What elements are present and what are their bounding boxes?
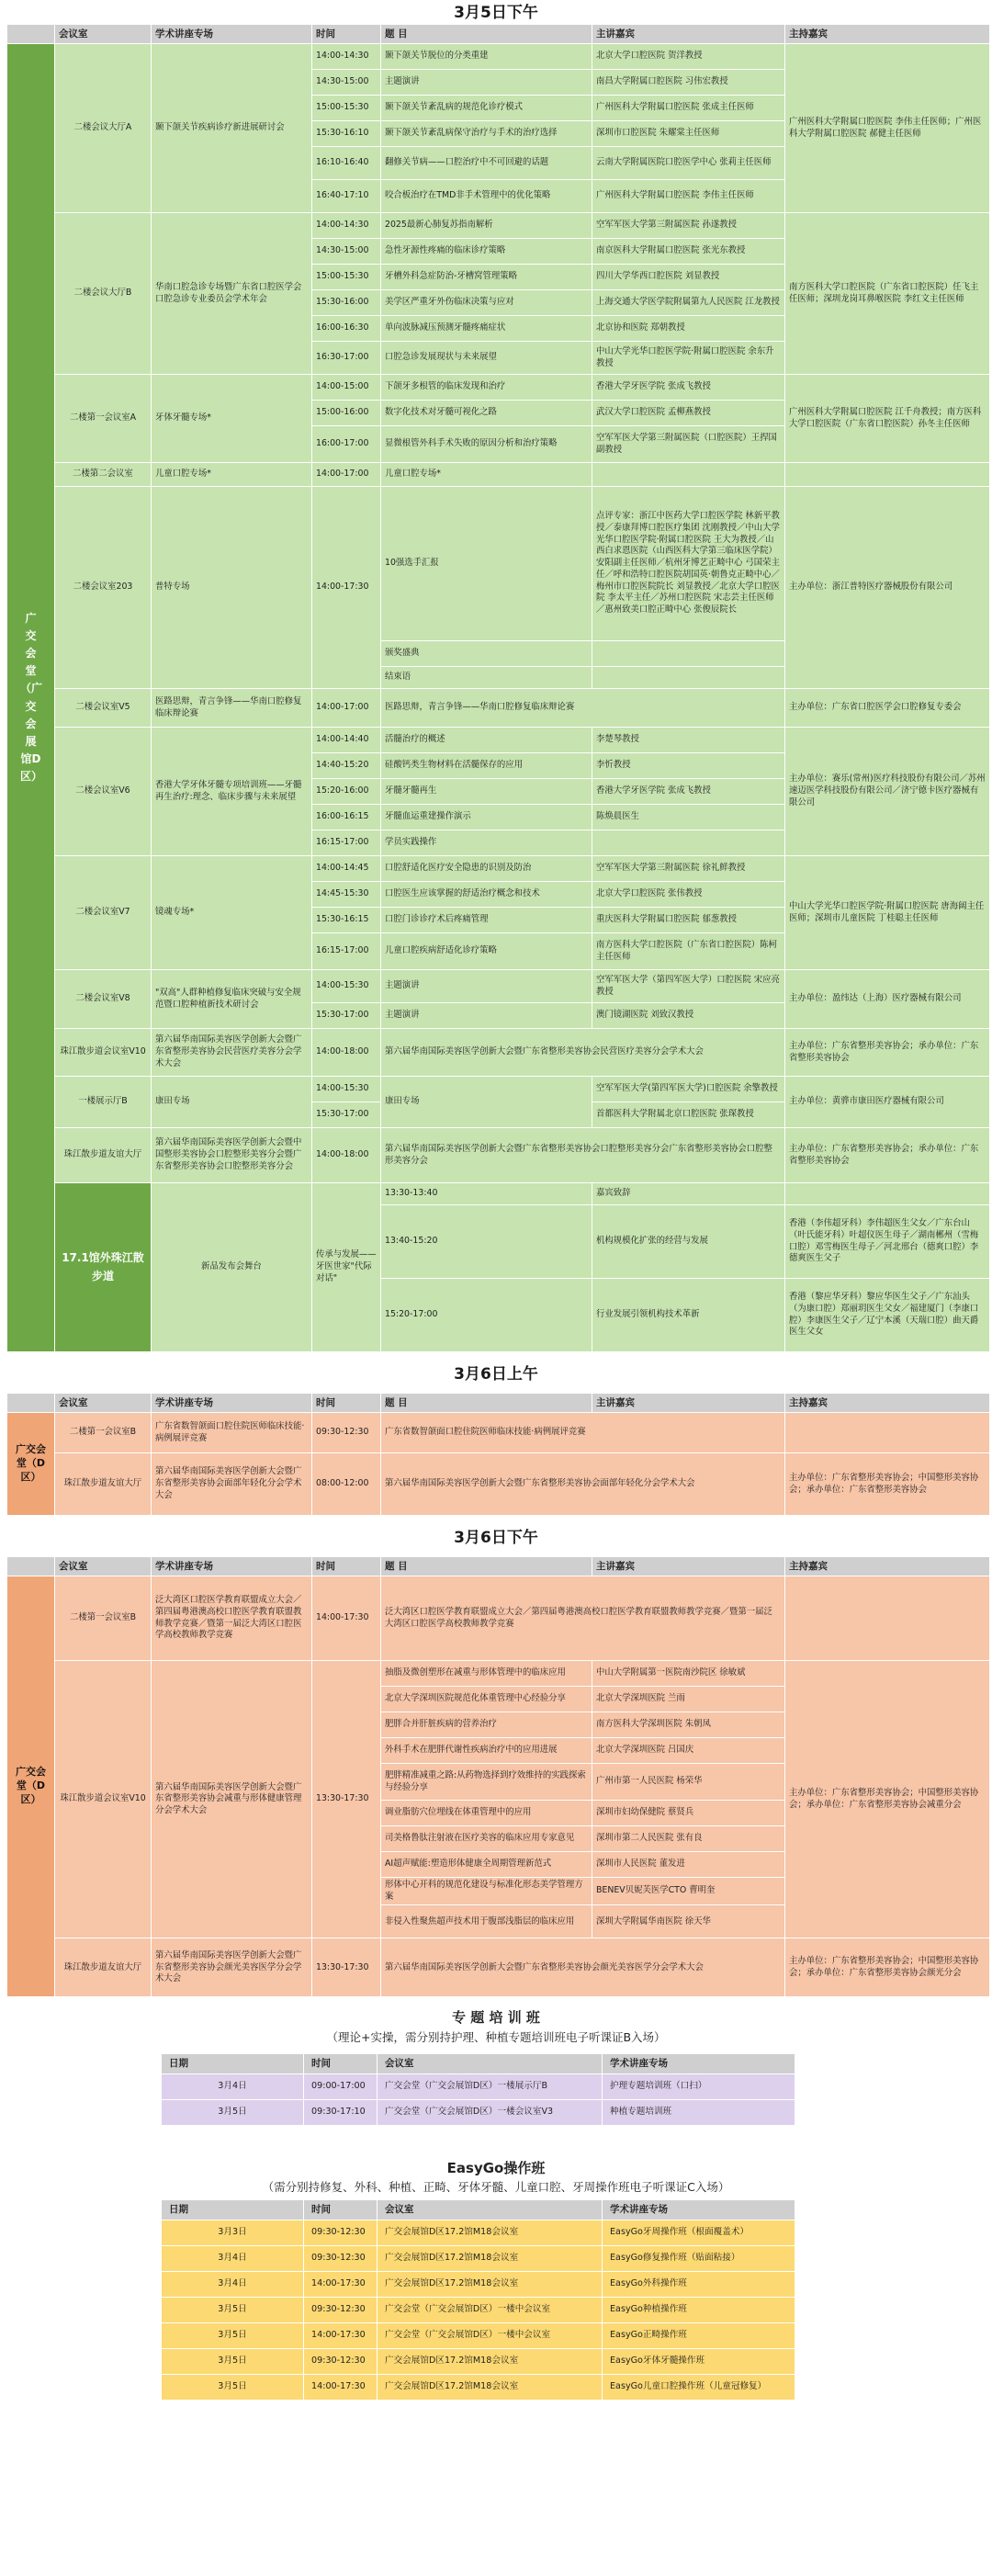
- lecture-title: 牙槽外科急症防治-牙槽窝管理策略: [381, 265, 592, 290]
- easygo-title: EasyGo操作班: [446, 2159, 546, 2176]
- session-time: 15:30-16:15: [312, 908, 381, 933]
- speaker: 武汉大学口腔医院 孟柳燕教授: [592, 401, 785, 426]
- host: 主办单位：浙江普特医疗器械股份有限公司: [785, 487, 990, 689]
- date: 3月5日: [162, 2297, 304, 2322]
- speaker: 重庆医科大学附属口腔医院 郁葱教授: [592, 908, 785, 933]
- header-topic: 学术讲座专场: [152, 1557, 312, 1576]
- header-room: 会议室: [378, 2053, 603, 2073]
- header-title: 题 目: [381, 25, 592, 44]
- session-topic: 广东省数智颌面口腔住院医师临床技能·病例展评竞赛: [152, 1413, 312, 1453]
- lecture-title: 2025最新心肺复苏指南解析: [381, 213, 592, 239]
- speaker: 南昌大学附属口腔医院 习伟宏教授: [592, 70, 785, 96]
- date: 3月5日: [162, 2348, 304, 2374]
- speaker: 空军军医大学(第四军医大学)口腔医院 余擎教授: [592, 1077, 785, 1102]
- session-topic: 第六届华南国际美容医学创新大会暨广东省整形美容协会民营医疗美容分会学术大会: [152, 1029, 312, 1077]
- speaker: 点评专家：浙江中医药大学口腔医学院 林新平教授／泰康拜博口腔医疗集团 沈刚教授／中山大学光华口腔医学院·附属口腔医院 王大为教授／山西白求恩医院（山西医科大学第三临床医学院）安阳副主任医师／杭州牙博艺正畸中心 弓国荣主任／呼和浩特口腔医院胡国英·朝鲁克正畸中心／梅州市口腔医院院长 刘显教授／北京大学口腔医院 李太平主任／苏州口腔医院 宋志芸主任医师／惠州致美口腔正畸中心 张俊辰院长: [592, 487, 785, 641]
- room-name: 珠江散步道友谊大厅: [55, 1938, 152, 1997]
- lecture-title: 口腔医生应该掌握的舒适治疗概念和技术: [381, 882, 592, 908]
- room: 广交会展馆D区17.2馆M18会议室: [378, 2220, 603, 2245]
- lecture-title: 数字化技术对牙髓可视化之路: [381, 401, 592, 426]
- lecture-title: 硅酸钙类生物材料在活髓保存的应用: [381, 753, 592, 779]
- speaker: 香港大学牙医学院 张成飞教授: [592, 375, 785, 401]
- session-topic: 康田专场: [152, 1077, 312, 1128]
- lecture-title: 结束语: [381, 667, 592, 689]
- host: 广州医科大学附属口腔医院 李伟主任医师；广州医科大学附属口腔医院 郝健主任医师: [785, 44, 990, 213]
- time: 09:30-12:30: [304, 2220, 378, 2245]
- session-time: 15:30-17:00: [312, 1102, 381, 1128]
- lecture-title: 外科手术在肥胖代谢性疾病治疗中的应用进展: [381, 1738, 592, 1764]
- time: 09:30-12:30: [304, 2297, 378, 2322]
- session-time: 14:40-15:20: [312, 753, 381, 779]
- session-topic: 儿童口腔专场*: [152, 463, 312, 487]
- host: 主办单位：广东省整形美容协会；中国整形美容协会；承办单位：广东省整形美容协会: [785, 1453, 990, 1516]
- host: 南方医科大学口腔医院（广东省口腔医院）任飞主任医师；深圳龙岗耳鼻喉医院 李红文主任医师: [785, 213, 990, 375]
- speaker: 香港大学牙医学院 张成飞教授: [592, 779, 785, 805]
- host: [785, 463, 990, 487]
- schedule-page: [0, 2, 992, 2401]
- room: 广交会展馆D区17.2馆M18会议室: [378, 2348, 603, 2374]
- speaker: 北京大学深圳医院 兰雨: [592, 1687, 785, 1712]
- header-time: 时间: [304, 2199, 378, 2220]
- room-name: 二楼第一会议室B: [55, 1576, 152, 1661]
- session-time: 15:20-17:00: [381, 1279, 592, 1352]
- lecture-title: 翻修关节病——口腔治疗中不可回避的话题: [381, 147, 592, 180]
- session-topic: 医路思辩，青言争锋——华南口腔修复临床辩论赛: [152, 689, 312, 728]
- topic: EasyGo正畸操作班: [603, 2322, 795, 2348]
- lecture-title: AI超声赋能:塑造形体健康全周期管理新范式: [381, 1852, 592, 1878]
- speaker: [785, 1183, 990, 1205]
- table-row: [162, 2374, 795, 2400]
- session-time: 14:00-14:30: [312, 44, 381, 70]
- header-time: 时间: [312, 1394, 381, 1413]
- session-time: 14:45-15:30: [312, 882, 381, 908]
- room: 广交会堂（广交会展馆D区）一楼中会议室: [378, 2322, 603, 2348]
- session-time: 16:15-17:00: [312, 933, 381, 970]
- topic: EasyGo儿童口腔操作班（儿童冠修复）: [603, 2374, 795, 2400]
- session-time: 15:00-15:30: [312, 265, 381, 290]
- room-name: 新品发布会舞台: [152, 1183, 312, 1352]
- host: 主办单位：盈纬达（上海）医疗器械有限公司: [785, 970, 990, 1029]
- speaker: [592, 830, 785, 856]
- session-time: 14:00-15:30: [312, 970, 381, 1003]
- session-time: 13:30-13:40: [381, 1183, 592, 1205]
- lecture-title: 第六届华南国际美容医学创新大会暨广东省整形美容协会口腔整形美容分会广东省整形美容协会口腔整形美容分会: [381, 1128, 785, 1183]
- lecture-title: 学员实践操作: [381, 830, 592, 856]
- room-name: 二楼第二会议室: [55, 463, 152, 487]
- time: 09:30-17:10: [304, 2099, 378, 2125]
- header-topic: 学术讲座专场: [603, 2199, 795, 2220]
- date: 3月4日: [162, 2271, 304, 2297]
- speaker: 陈焕晨医生: [592, 805, 785, 830]
- topic: EasyGo外科操作班: [603, 2271, 795, 2297]
- date: 3月4日: [162, 2245, 304, 2271]
- speaker: 云南大学附属医院口腔医学中心 张莉主任医师: [592, 147, 785, 180]
- speaker: 空军军医大学第三附属医院 徐礼鲜教授: [592, 856, 785, 882]
- speaker: 北京大学深圳医院 吕国庆: [592, 1738, 785, 1764]
- header-topic: 学术讲座专场: [152, 25, 312, 44]
- topic: 护理专题培训班（口扫）: [603, 2073, 795, 2099]
- topic: EasyGo牙体牙髓操作班: [603, 2348, 795, 2374]
- speaker: 深圳市第二人民医院 张有良: [592, 1826, 785, 1852]
- session-topic: 颞下颌关节疾病诊疗新进展研讨会: [152, 44, 312, 213]
- speaker: 深圳市妇幼保健院 蔡贤兵: [592, 1801, 785, 1826]
- session-topic: "双高"人群种植修复临床突破与安全规范暨口腔种植新技术研讨会: [152, 970, 312, 1029]
- time: 09:30-12:30: [304, 2245, 378, 2271]
- session-topic: 传承与发展——牙医世家"代际对话": [312, 1183, 381, 1352]
- room-name: 二楼会议大厅A: [55, 44, 152, 213]
- room: 广交会展馆D区17.2馆M18会议室: [378, 2374, 603, 2400]
- host: 广州医科大学附属口腔医院 江千舟教授；南方医科大学口腔医院（广东省口腔医院）孙冬主任医师: [785, 375, 990, 463]
- session-time: 13:40-15:20: [381, 1205, 592, 1279]
- speaker: 北京协和医院 郑朝教授: [592, 316, 785, 342]
- room-name: 珠江散步道会议室V10: [55, 1661, 152, 1938]
- session-topic: 镜魂专场*: [152, 856, 312, 970]
- section-title-mar6-am: 3月6日上午: [454, 1365, 538, 1384]
- session-time: 09:30-12:30: [312, 1413, 381, 1453]
- speaker: BENEV贝妮芙医学CTO 曹明奎: [592, 1878, 785, 1905]
- header-room: 会议室: [55, 25, 152, 44]
- header-host: 主持嘉宾: [785, 1557, 990, 1576]
- session-topic: 第六届华南国际美容医学创新大会暨广东省整形美容协会颜光美容医学分会学术大会: [152, 1938, 312, 1997]
- room-name: 二楼会议室203: [55, 487, 152, 689]
- session-time: 13:30-17:30: [312, 1938, 381, 1997]
- speaker: 广州市第一人民医院 杨荣华: [592, 1764, 785, 1801]
- lecture-title: 司美格鲁肽注射液在医疗美容的临床应用专家意见: [381, 1826, 592, 1852]
- time: 14:00-17:30: [304, 2374, 378, 2400]
- speaker: 李楚琴教授: [592, 728, 785, 753]
- section-title-mar5-pm: 3月5日下午: [454, 4, 538, 22]
- schedule-table-mar6-pm: [6, 1556, 990, 1997]
- room-name: 珠江散步道友谊大厅: [55, 1453, 152, 1516]
- room: 广交会展馆D区17.2馆M18会议室: [378, 2245, 603, 2271]
- speaker: 南方医科大学深圳医院 朱朝凤: [592, 1712, 785, 1738]
- session-time: 15:00-16:00: [312, 401, 381, 426]
- lecture-title: 颞下颌关节紊乱病的规范化诊疗模式: [381, 96, 592, 121]
- room-name: 二楼会议大厅B: [55, 213, 152, 375]
- table-row: [162, 2220, 795, 2245]
- lecture-title: 单向波脉减压预测牙髓疼痛症状: [381, 316, 592, 342]
- session-time: 14:00-17:00: [312, 689, 381, 728]
- session-time: 15:30-16:10: [312, 121, 381, 147]
- lecture-title: 颁奖盛典: [381, 641, 592, 667]
- header-topic: 学术讲座专场: [603, 2053, 795, 2073]
- session-time: 13:30-17:30: [312, 1661, 381, 1938]
- header-date: 日期: [162, 2199, 304, 2220]
- room-name: 二楼会议室V5: [55, 689, 152, 728]
- easygo-table: [161, 2199, 795, 2401]
- host: 主办单位：赛乐(常州)医疗科技股份有限公司／苏州速迈医学科技股份有限公司／济宁德卡医疗器械有限公司: [785, 728, 990, 856]
- speaker: 深圳大学附属华南医院 徐天华: [592, 1905, 785, 1938]
- session-time: 16:00-16:30: [312, 316, 381, 342]
- host: [785, 1576, 990, 1661]
- session-topic: 香港大学牙体牙髓专项培训班——牙髓再生治疗:理念、临床步骤与未来展望: [152, 728, 312, 856]
- lecture-title: 嘉宾致辞: [592, 1183, 785, 1205]
- speaker: 北京大学口腔医院 贺洋教授: [592, 44, 785, 70]
- speaker: 四川大学华西口腔医院 刘显教授: [592, 265, 785, 290]
- lecture-title: 北京大学深圳医院规范化体重管理中心经验分享: [381, 1687, 592, 1712]
- session-time: 15:20-16:00: [312, 779, 381, 805]
- lecture-title: 美学区严重牙外伤临床决策与应对: [381, 290, 592, 316]
- date: 3月4日: [162, 2073, 304, 2099]
- lecture-title: 活髓治疗的概述: [381, 728, 592, 753]
- session-time: 14:30-15:00: [312, 70, 381, 96]
- lecture-title: 形体中心开科的规范化建设与标准化形态美学管理方案: [381, 1878, 592, 1905]
- session-topic: 第六届华南国际美容医学创新大会暨广东省整形美容协会面部年轻化分会学术大会: [152, 1453, 312, 1516]
- room-name: 珠江散步道会议室V10: [55, 1029, 152, 1077]
- table-row: [162, 2271, 795, 2297]
- speaker: 上海交通大学医学院附属第九人民医院 江龙教授: [592, 290, 785, 316]
- session-topic: 泛大湾区口腔医学教育联盟成立大会／第四届粤港澳高校口腔医学教育联盟教师教学竞赛／暨第一届泛大湾区口腔医学高校教师教学竞赛: [152, 1576, 312, 1661]
- lecture-title: 医路思辩，青言争锋——华南口腔修复临床辩论赛: [381, 689, 785, 728]
- special-training-title: 专 题 培 训 班: [452, 2009, 540, 2027]
- special-training-table: [161, 2053, 795, 2126]
- speaker: [592, 667, 785, 689]
- lecture-title: 机构规模化扩张的经营与发展: [592, 1205, 785, 1279]
- table-row: [162, 2297, 795, 2322]
- schedule-table-mar6-am: [6, 1393, 990, 1516]
- room-name: 一楼展示厅B: [55, 1077, 152, 1128]
- session-time: 14:00-17:00: [312, 463, 381, 487]
- session-time: 14:00-17:30: [312, 1576, 381, 1661]
- header-time: 时间: [312, 1557, 381, 1576]
- lecture-title: 下颌牙多根管的临床发现和治疗: [381, 375, 592, 401]
- room-name: 二楼第一会议室A: [55, 375, 152, 463]
- lecture-title: 主题演讲: [381, 970, 592, 1003]
- host: 主办单位：广东省整形美容协会；承办单位：广东省整形美容协会: [785, 1029, 990, 1077]
- speaker: 北京大学口腔医院 张伟教授: [592, 882, 785, 908]
- session-topic: 普特专场: [152, 487, 312, 689]
- venue-label: 广交会堂（D区）: [7, 1413, 55, 1516]
- speaker: 广州医科大学附属口腔医院 张成主任医师: [592, 96, 785, 121]
- lecture-title: 泛大湾区口腔医学教育联盟成立大会／第四届粤港澳高校口腔医学教育联盟教师教学竞赛／暨第一届泛大湾区口腔医学高校教师教学竞赛: [381, 1576, 785, 1661]
- lecture-title: 牙髓牙髓再生: [381, 779, 592, 805]
- lecture-title: 儿童口腔疾病舒适化诊疗策略: [381, 933, 592, 970]
- room: 广交会堂（广交会展馆D区）一楼会议室V3: [378, 2099, 603, 2125]
- header-speaker: 主讲嘉宾: [592, 1557, 785, 1576]
- lecture-title: 口腔急诊发展现状与未来展望: [381, 342, 592, 375]
- host: 主办单位：广东省整形美容协会；中国整形美容协会；承办单位：广东省整形美容协会颜光分会: [785, 1938, 990, 1997]
- venue-label: 广交会堂（D区）: [7, 1576, 55, 1997]
- session-topic: 华南口腔急诊专场暨广东省口腔医学会口腔急诊专业委员会学术年会: [152, 213, 312, 375]
- speaker: 广州医科大学附属口腔医院 李伟主任医师: [592, 180, 785, 213]
- room-name: 二楼会议室V6: [55, 728, 152, 856]
- host: 中山大学光华口腔医学院·附属口腔医院 唐海阔主任医师；深圳市儿童医院 丁桂聪主任医师: [785, 856, 990, 970]
- header-venue: [7, 25, 55, 44]
- section-title-mar6-pm: 3月6日下午: [454, 1529, 538, 1547]
- table-row: [162, 2322, 795, 2348]
- session-time: 14:00-15:00: [312, 375, 381, 401]
- lecture-title: 颞下颌关节脱位的分类重建: [381, 44, 592, 70]
- speaker: 空军军医大学（第四军医大学）口腔医院 宋应亮教授: [592, 970, 785, 1003]
- host: 主办单位：黄骅市康田医疗器械有限公司: [785, 1077, 990, 1128]
- header-speaker: 主讲嘉宾: [592, 1394, 785, 1413]
- host: 主办单位：广东省整形美容协会；中国整形美容协会；承办单位：广东省整形美容协会减重分会: [785, 1661, 990, 1938]
- session-time: 15:30-16:00: [312, 290, 381, 316]
- lecture-title: 肥胖精准减重之路:从药物选择到疗效维持的实践探索与经验分享: [381, 1764, 592, 1801]
- speaker: 香港（黎应华牙科）黎应华医生父子／广东汕头（为康口腔）郑丽玥医生父女／福建厦门（李康口腔）李康医生父子／辽宁本溪（天瑞口腔）曲天爵医生父女: [785, 1279, 990, 1352]
- session-time: 16:10-16:40: [312, 147, 381, 180]
- header-host: 主持嘉宾: [785, 25, 990, 44]
- speaker: [592, 641, 785, 667]
- speaker: 李忻教授: [592, 753, 785, 779]
- speaker: 深圳市人民医院 董发进: [592, 1852, 785, 1878]
- header-room: 会议室: [378, 2199, 603, 2220]
- lecture-title: 康田专场: [381, 1077, 592, 1128]
- lecture-title: 咬合板治疗在TMD非手术管理中的优化策略: [381, 180, 592, 213]
- header-room: 会议室: [55, 1557, 152, 1576]
- speaker: 澳门镜湖医院 刘致汉教授: [592, 1003, 785, 1029]
- session-time: 15:30-17:00: [312, 1003, 381, 1029]
- session-time: 15:00-15:30: [312, 96, 381, 121]
- lecture-title: 第六届华南国际美容医学创新大会暨广东省整形美容协会颜光美容医学分会学术大会: [381, 1938, 785, 1997]
- session-time: 14:00-14:30: [312, 213, 381, 239]
- header-room: 会议室: [55, 1394, 152, 1413]
- speaker: 南方医科大学口腔医院（广东省口腔医院）陈柯主任医师: [592, 933, 785, 970]
- lecture-title: 显微根管外科手术失败的原因分析和治疗策略: [381, 426, 592, 463]
- session-topic: 第六届华南国际美容医学创新大会暨中国整形美容协会口腔整形美容分会暨广东省整形美容协会口腔整形美容分会: [152, 1128, 312, 1183]
- time: 09:30-12:30: [304, 2348, 378, 2374]
- speaker: 中山大学光华口腔医学院·附属口腔医院 余东升教授: [592, 342, 785, 375]
- header-topic: 学术讲座专场: [152, 1394, 312, 1413]
- time: 14:00-17:30: [304, 2322, 378, 2348]
- lecture-title: 口腔门诊诊疗术后疼痛管理: [381, 908, 592, 933]
- session-time: 14:30-15:00: [312, 239, 381, 265]
- room-name: 珠江散步道友谊大厅: [55, 1128, 152, 1183]
- header-time: 时间: [304, 2053, 378, 2073]
- host: 主办单位：广东省整形美容协会；承办单位：广东省整形美容协会: [785, 1128, 990, 1183]
- host: 主办单位：广东省口腔医学会口腔修复专委会: [785, 689, 990, 728]
- speaker: 中山大学附属第一医院南沙院区 徐敏斌: [592, 1661, 785, 1687]
- special-training-note: （理论+实操，需分别持护理、种植专题培训班电子听课证B入场）: [326, 2029, 666, 2044]
- lecture-title: 主题演讲: [381, 1003, 592, 1029]
- table-row: [162, 2073, 795, 2099]
- schedule-table-mar5-pm: [6, 24, 990, 1352]
- topic: EasyGo牙周操作班（根面覆盖术）: [603, 2220, 795, 2245]
- session-time: 08:00-12:00: [312, 1453, 381, 1516]
- session-time: 14:00-15:30: [312, 1077, 381, 1102]
- session-time: 16:15-17:00: [312, 830, 381, 856]
- easygo-note: （需分别持修复、外科、种植、正畸、牙体牙髓、儿童口腔、牙周操作班电子听课证C入场）: [262, 2179, 730, 2194]
- topic: EasyGo修复操作班（贴面粘接）: [603, 2245, 795, 2271]
- session-topic: 第六届华南国际美容医学创新大会暨广东省整形美容协会减重与形体健康管理分会学术大会: [152, 1661, 312, 1938]
- venue-label: 17.1馆外珠江散步道: [55, 1183, 152, 1352]
- header-venue: [7, 1394, 55, 1413]
- header-title: 题 目: [381, 1557, 592, 1576]
- session-time: 14:00-17:30: [312, 487, 381, 689]
- topic: EasyGo种植操作班: [603, 2297, 795, 2322]
- lecture-title: 口腔舒适化医疗安全隐患的识别及防治: [381, 856, 592, 882]
- header-speaker: 主讲嘉宾: [592, 25, 785, 44]
- room: 广交会堂（广交会展馆D区）一楼展示厅B: [378, 2073, 603, 2099]
- room-name: 二楼会议室V8: [55, 970, 152, 1029]
- lecture-title: 儿童口腔专场*: [381, 463, 592, 487]
- speaker: 空军军医大学第三附属医院（口腔医院）王捍国副教授: [592, 426, 785, 463]
- session-time: 14:00-18:00: [312, 1029, 381, 1077]
- time: 09:00-17:00: [304, 2073, 378, 2099]
- speaker: 首都医科大学附属北京口腔医院 张琛教授: [592, 1102, 785, 1128]
- room: 广交会堂（广交会展馆D区）一楼中会议室: [378, 2297, 603, 2322]
- header-title: 题 目: [381, 1394, 592, 1413]
- lecture-title: 抽脂及微创塑形在减重与形体管理中的临床应用: [381, 1661, 592, 1687]
- session-time: 14:00-14:40: [312, 728, 381, 753]
- speaker: 深圳市口腔医院 朱耀棠主任医师: [592, 121, 785, 147]
- date: 3月3日: [162, 2220, 304, 2245]
- speaker: 空军军医大学第三附属医院 孙遂教授: [592, 213, 785, 239]
- venue-label: 广交会堂（广交会展馆D区）: [7, 44, 55, 1352]
- session-time: 14:00-18:00: [312, 1128, 381, 1183]
- lecture-title: 第六届华南国际美容医学创新大会暨广东省整形美容协会民营医疗美容分会学术大会: [381, 1029, 785, 1077]
- header-date: 日期: [162, 2053, 304, 2073]
- speaker: 香港（李伟超牙科）李伟超医生父女／广东台山（叶氏能牙科）叶超仪医生母子／湖南郴州（雪梅口腔）邓雪梅医生母子／河北邢台（德爽口腔）李德爽医生父子: [785, 1205, 990, 1279]
- lecture-title: 急性牙源性疼痛的临床诊疗策略: [381, 239, 592, 265]
- lecture-title: 广东省数智颌面口腔住院医师临床技能·病例展评竞赛: [381, 1413, 785, 1453]
- lecture-title: 第六届华南国际美容医学创新大会暨广东省整形美容协会面部年轻化分会学术大会: [381, 1453, 785, 1516]
- session-time: 16:40-17:10: [312, 180, 381, 213]
- room: 广交会展馆D区17.2馆M18会议室: [378, 2271, 603, 2297]
- topic: 种植专题培训班: [603, 2099, 795, 2125]
- session-time: 16:00-17:00: [312, 426, 381, 463]
- lecture-title: 非侵入性聚焦超声技术用于腹部浅脂层的临床应用: [381, 1905, 592, 1938]
- header-venue: [7, 1557, 55, 1576]
- table-row: [162, 2348, 795, 2374]
- lecture-title: 10强选手汇报: [381, 487, 592, 641]
- room-name: 二楼第一会议室B: [55, 1413, 152, 1453]
- lecture-title: 主题演讲: [381, 70, 592, 96]
- lecture-title: 调业脂肪穴位埋线在体重管理中的应用: [381, 1801, 592, 1826]
- table-row: [162, 2099, 795, 2125]
- session-time: 16:00-16:15: [312, 805, 381, 830]
- date: 3月5日: [162, 2374, 304, 2400]
- lecture-title: 肥胖合并肝脏疾病的营养治疗: [381, 1712, 592, 1738]
- host: [785, 1413, 990, 1453]
- speaker: [592, 463, 785, 487]
- time: 14:00-17:30: [304, 2271, 378, 2297]
- session-topic: 牙体牙髓专场*: [152, 375, 312, 463]
- lecture-title: 颞下颌关节紊乱病保守治疗与手术的治疗选择: [381, 121, 592, 147]
- speaker: 南京医科大学附属口腔医院 张光东教授: [592, 239, 785, 265]
- header-host: 主持嘉宾: [785, 1394, 990, 1413]
- table-row: [162, 2245, 795, 2271]
- session-time: 14:00-14:45: [312, 856, 381, 882]
- lecture-title: 牙髓血运重建操作演示: [381, 805, 592, 830]
- session-time: 16:30-17:00: [312, 342, 381, 375]
- date: 3月5日: [162, 2099, 304, 2125]
- lecture-title: 行业发展引领机构技术革新: [592, 1279, 785, 1352]
- header-time: 时间: [312, 25, 381, 44]
- date: 3月5日: [162, 2322, 304, 2348]
- room-name: 二楼会议室V7: [55, 856, 152, 970]
